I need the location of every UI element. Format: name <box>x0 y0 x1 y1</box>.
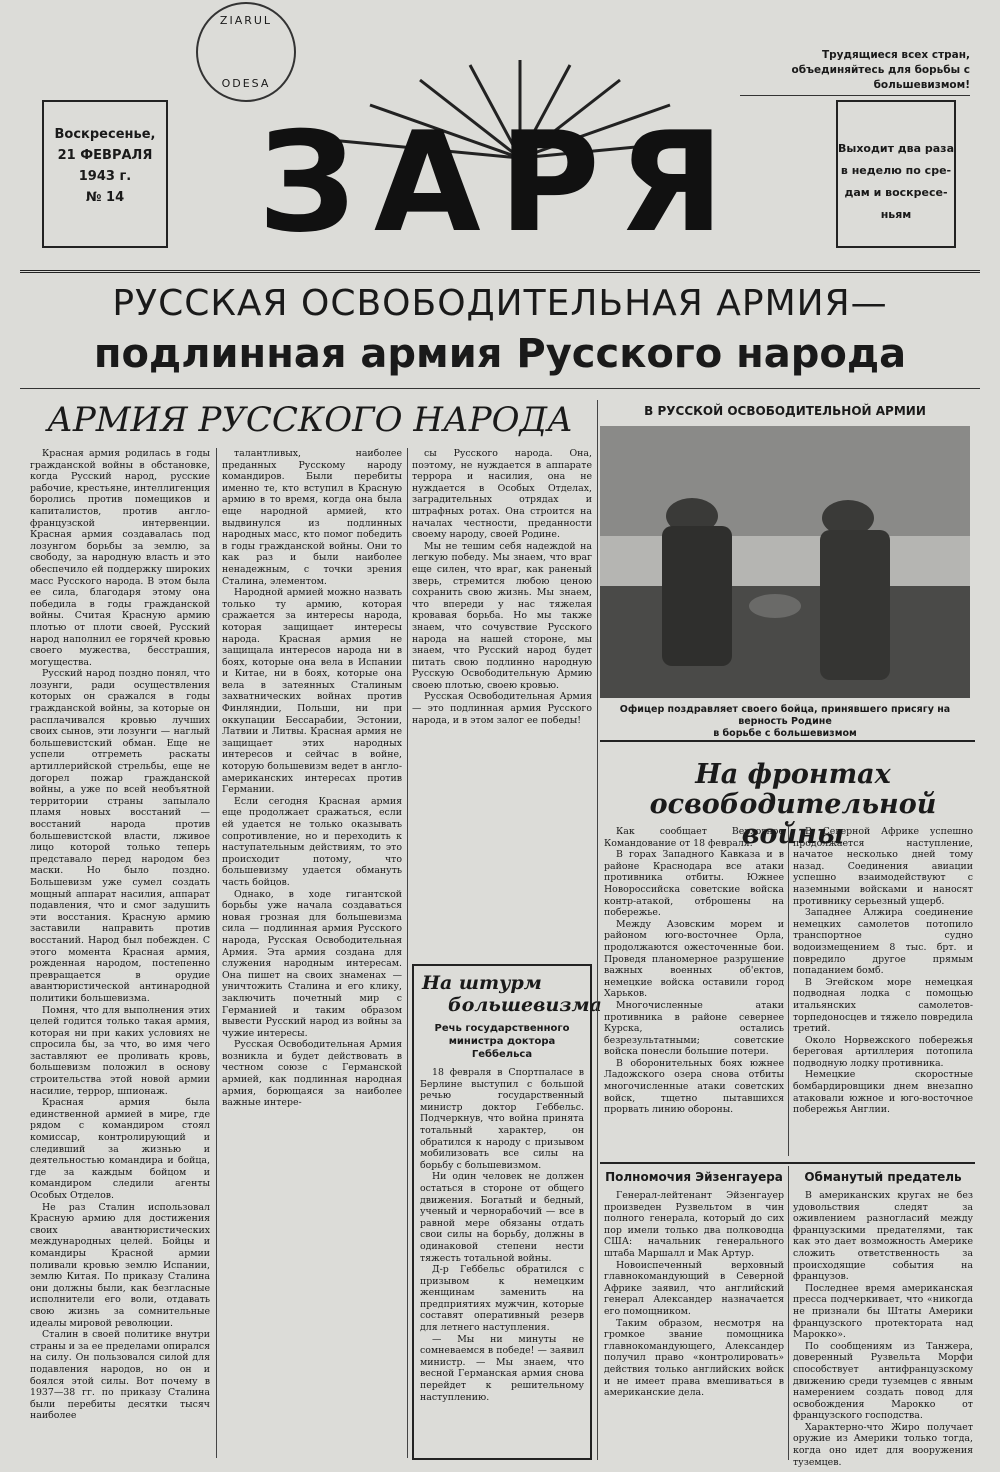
date-box <box>42 100 168 248</box>
paragraph: В Северной Африке успешно продолжается наступление, начатое несколько дней тому назад. Соединения авиации успешно взаимодействуют с наземными войсками и наносят противнику серьезный ущерб. <box>793 826 973 907</box>
photo-header: В РУССКОЙ ОСВОБОДИТЕЛЬНОЙ АРМИИ <box>644 404 926 418</box>
main-article-column-2 <box>222 448 402 1458</box>
eisenhower-body <box>604 1190 784 1460</box>
paragraph: Помня, что для выполнения этих целей годится только такая армия, которая ни при каких условиях не спросила бы, за что, во имя чего заставляют ее проливать кровь, большевизм положил в основу строительства этой новой армии насилие, террор, шпионаж. <box>30 1004 210 1097</box>
paragraph: Немецкие скоростные бомбардировщики днем внезапно атаковали южное и юго-восточное побережья Англии. <box>793 1069 973 1116</box>
paragraph: Русская Освободительная Армия — это подлинная армия Русского народа, и в этом залог ее победы! <box>412 691 592 726</box>
paragraph: сы Русского народа. Она, поэтому, не нуждается в аппарате террора и насилия, она не нуждается в Особых Отделах, заградительных отрядах и штрафных ротах. Она строится на началах честности, преданности своему народу, своей Родине. <box>412 448 592 541</box>
soldiers-photo <box>600 426 970 698</box>
schedule-box <box>836 100 956 248</box>
photo-caption-line-2: в борьбе с большевизмом <box>713 728 857 739</box>
section-rule <box>600 740 975 742</box>
photo-illustration <box>600 426 970 698</box>
date: 21 ФЕВРАЛЯ <box>57 148 153 163</box>
paragraph: Русская Освободительная Армия возникла и будет действовать в честном союзе с Германской армией, как подлинная народная армия, борющаяся за наиболее важные интере- <box>222 1039 402 1109</box>
paragraph: Между Азовским морем и районом юго-восточнее Орла, продолжаются ожесточенные бои. Проведя планомерное разрушение важных военных об'ектов, немецкие войска оставили город Харьков. <box>604 918 784 1000</box>
paragraph: талантливых, наиболее преданных Русскому народу командиров. Были перебиты именно те, кто вступил в Красную армию в то время, когда она была еще народной армией, кто выдвинулся из подлинных народных масс, кто помог победить в годы гражданской войны. Они то как раз и были наиболее ненадежным, с точки зрения Сталина, элементом. <box>222 448 402 587</box>
schedule-line-4: ньям <box>880 208 912 221</box>
paragraph: Красная армия была единственной армией в мире, где рядом с командиром стоял комиссар, контролирующий и следивший за жизнью и деятельностью командира и бойца, где за каждым бойцом и командиром следили агенты Особых Отделов. <box>30 1097 210 1201</box>
main-article-title: АРМИЯ РУССКОГО НАРОДА <box>47 400 573 440</box>
paragraph: Генерал-лейтенант Эйзенгауер произведен Рузвельтом в чин полного генерала, который до сих пор имели только два полководца США: начальник генерального штаба Маршалл и Мак Артур. <box>604 1190 784 1259</box>
traitor-title: Обманутый предатель <box>804 1170 962 1184</box>
paragraph: Сталин в своей политике внутри страны и за ее пределами опирался на силу. Он пользовался силой для подавления народов, но он и боялся этой силы. Вот почему в 1937—38 гг. по приказу Сталина были перебиты десятки тысяч наиболее <box>30 1329 210 1422</box>
main-article-column-3 <box>412 448 592 958</box>
photo-caption <box>600 704 970 740</box>
eisenhower-title: Полномочия Эйзенгауера <box>605 1170 783 1184</box>
main-headline-line-2: подлинная армия Русского народа <box>93 331 907 377</box>
main-headline-line-1: РУССКАЯ ОСВОБОДИТЕЛЬНАЯ АРМИЯ— <box>112 283 888 324</box>
stamp-text-top: ZIARUL <box>219 14 273 27</box>
paragraph: 18 февраля в Спортпаласе в Берлине выступил с большой речью государственный министр доктор Геббельс. Подчеркнув, что война принята тотальный характер, он обратился к народу с призывом мобилизовать все силы на борьбу с большевизмом. <box>420 1067 584 1171</box>
paragraph: Новоиспеченный верховный главнокомандующий в Северной Африке заявил, что английский генерал Александер назначается его помощником. <box>604 1259 784 1317</box>
issue-number: № 14 <box>85 190 125 205</box>
fronts-column-2 <box>793 826 973 1156</box>
motto-line-1: Трудящиеся всех стран, <box>821 49 970 61</box>
masthead-title: ЗАРЯ <box>257 102 743 263</box>
paragraph: Народной армией можно назвать только ту армию, которая сражается за интересы народа, которая защищает интересы народа. Красная армия не защищала интересов народа ни в боях, которые она вела в Испании и Китае, ни в боях, которые она вела в затеянных Сталиным захватнических войнах против Финляндии, Польши, ни при оккупации Бессарабии, Эстонии, Латвии и Литвы. Красная армия не защищает этих народных интересов и сейчас в войне, которую большевизм ведет в англо-американских интересах против Германии. <box>222 587 402 796</box>
motto-line-2: объединяйтесь для борьбы с большевизмом! <box>791 64 970 91</box>
column-divider <box>407 448 408 1458</box>
goebbels-subtitle: Речь государственного министра доктора Геббельса <box>434 1023 570 1060</box>
column-divider <box>216 448 217 1458</box>
paragraph: Последнее время американская пресса подчеркивает, что «никогда не признали бы Штаты Америки французского протектората над Марокко». <box>793 1282 973 1341</box>
paragraph: В американских кругах не без удовольствия следят за оживлением разногласий между французскими предателями, так как это дает возможность Америке сложить ответственность за происходящие события на французов. <box>793 1190 973 1283</box>
paragraph: Не раз Сталин использовал Красную армию для достижения своих авантюристических международных целей. Бойцы и командиры Красной армии поливали кровью землю Испании, землю Китая. По приказу Сталина они должны были, как безгласные исполнители его воли, отдавать свою жизнь за сомнительные идеалы мировой революции. <box>30 1201 210 1329</box>
section-rule <box>600 1162 975 1164</box>
library-stamp <box>196 2 296 102</box>
fronts-title-line-2: освободительной войны <box>649 789 937 850</box>
paragraph: Ни один человек не должен остаться в стороне от общего движения. Богатый и бедный, ученый и чернорабочий — все в равной мере обязаны отдать свои силы на борьбу, должны в одинаковой степени нести тяжесть тотальной войны. <box>420 1171 584 1264</box>
paragraph: Западнее Алжира соединение немецких самолетов потопило транспортное судно водоизмещением 8 тыс. брт. и повредило другое прямым попаданием бомб. <box>793 907 973 977</box>
masthead-rule <box>20 270 980 273</box>
paragraph: Мы не тешим себя надеждой на легкую победу. Мы знаем, что враг еще силен, что враг, как раненый зверь, стремится любою ценою сохранить свою жизнь. Мы знаем, что впереди у нас тяжелая кровавая борьба. Но мы также знаем, что сочувствие Русского народа на нашей стороне, мы знаем, что Русский народ будет питать свою подлинно народную Русскую Освободительную Армию своею плотью, своею кровью. <box>412 540 592 691</box>
goebbels-title-line-1: На штурм <box>422 972 542 994</box>
weekday: Воскресенье, <box>54 127 156 142</box>
paragraph: Как сообщает Верховное Командование от 18 февраля: <box>604 826 784 849</box>
fronts-title-line-1: На фронтах <box>695 759 891 790</box>
column-divider <box>788 826 789 1156</box>
paragraph: Характерно-что Жиро получает оружие из Америки только тогда, когда оно идет для вооружения туземцев. <box>793 1421 973 1468</box>
schedule-line-1: Выходит два раза <box>838 142 954 155</box>
paragraph: Таким образом, несмотря на громкое звание помощника главнокомандующего, Александер получил право «контролировать» действия только английских войск и не имеет права вмешиваться в американские дела. <box>604 1317 784 1399</box>
column-divider <box>788 1166 789 1460</box>
paragraph: По сообщениям из Танжера, доверенный Рузвельта Морфи способствует антифранцузскому движению среди туземцев с явным намерением создать повод для освобождения Марокко от французского господства. <box>793 1340 973 1422</box>
paragraph: В оборонительных боях южнее Ладожского озера снова отбиты многочисленные атаки советских войск, тщетно пытавшихся прорвать линию обороны. <box>604 1057 784 1116</box>
schedule-line-2: в неделю по сре- <box>840 164 952 177</box>
column-divider <box>597 400 598 1460</box>
paragraph: В горах Западного Кавказа и в районе Краснодара все атаки противника отбиты. Южнее Новороссийска советские войска контр-атакой, отброшены на побережье. <box>604 849 784 919</box>
paragraph: — Мы ни минуты не сомневаемся в победе! — заявил министр. — Мы знаем, что весной Германская армия снова перейдет к решительному наступлению. <box>420 1333 584 1403</box>
goebbels-article-box <box>412 964 602 1460</box>
motto <box>740 48 970 96</box>
schedule-line-3: дам и воскресе- <box>844 186 948 199</box>
traitor-body <box>793 1190 973 1468</box>
paragraph: Д-р Геббельс обратился с призывом к немецким женщинам заменить на предприятиях мужчин, которые составят оперативный резерв для летнего наступления. <box>420 1264 584 1334</box>
paragraph: Однако, в ходе гигантской борьбы уже начала создаваться новая грозная для большевизма сила — подлинная армия Русского народа, Русская Освободительная Армия. Эта армия создана для служения народным интересам. Она пишет на своих знаменах — уничтожить Сталина и его клику, заключить почетный мир с Германией и таким образом вывести Русский народ из войны за чужие интересы. <box>222 888 402 1039</box>
paragraph: Если сегодня Красная армия еще продолжает сражаться, если ей удается не только оказывать сопротивление, но и переходить к наступательным действиям, то это происходит потому, что большевизму удается обмануть часть бойцов. <box>222 795 402 888</box>
paragraph: Многочисленные атаки противника в районе севернее Курска, остались безрезультатными; советские войска понесли большие потери. <box>604 999 784 1058</box>
main-article-column-1 <box>30 448 210 1458</box>
photo-caption-line-1: Офицер поздравляет своего бойца, принявшего присягу на верность Родине <box>619 704 951 727</box>
fronts-column-1 <box>604 826 784 1156</box>
paragraph: Около Норвежского побережья береговая артиллерия потопила подводную лодку противника. <box>793 1034 973 1069</box>
goebbels-body <box>414 1067 590 1447</box>
year: 1943 г. <box>78 169 132 184</box>
paragraph: Красная армия родилась в годы гражданской войны в обстановке, когда Русский народ, русские рабочие, крестьяне, интеллигенция боролись против помещиков и капиталистов, против англо-французской интервенции. Красная армия создавалась под лозунгом борьбы за землю, за свободу, за народную власть и это обеспечило ей поддержку широких масс Русского народа. В этом была ее сила, благодаря этому она победила в годы гражданской войны. Считая Красную армию плотью от плоти своей, Русский народ наполнил ее горячей кровью своего мужества, бесстрашия, могущества. <box>30 448 210 668</box>
paragraph: Русский народ поздно понял, что лозунги, ради осуществления которых он сражался в годы гражданской войны, за которые он расплачивался кровью лучших своих сынов, эти лозунги — наглый большевистский обман. Еще не успели отгреметь раскаты артиллерийской стрельбы, еще не догорел пожар гражданской войны, а уже по всей необъятной территории страны запылало пламя новых восстаний — восстаний народа против большевистской власти, лживое лицо которой только теперь представало перед народом без маски. Но было поздно. Большевизм уже сумел создать мощный аппарат насилия, аппарат подавления, что и смог задушить эти восстания. Красную армию заставили направить против восстаний. Народ был побежден. С этого момента Красная армия, рожденная народом, постепенно превращается в орудие авантюристической антинародной политики большевизма. <box>30 668 210 1004</box>
headline-rule <box>20 388 980 389</box>
paragraph: В Эгейском море немецкая подводная лодка с помощью итальянских самолетов-торпедоносцев и тяжело повредила третий. <box>793 976 973 1035</box>
goebbels-title-line-2: большевизма <box>448 994 602 1016</box>
stamp-text-bottom: ODESA <box>221 77 271 90</box>
